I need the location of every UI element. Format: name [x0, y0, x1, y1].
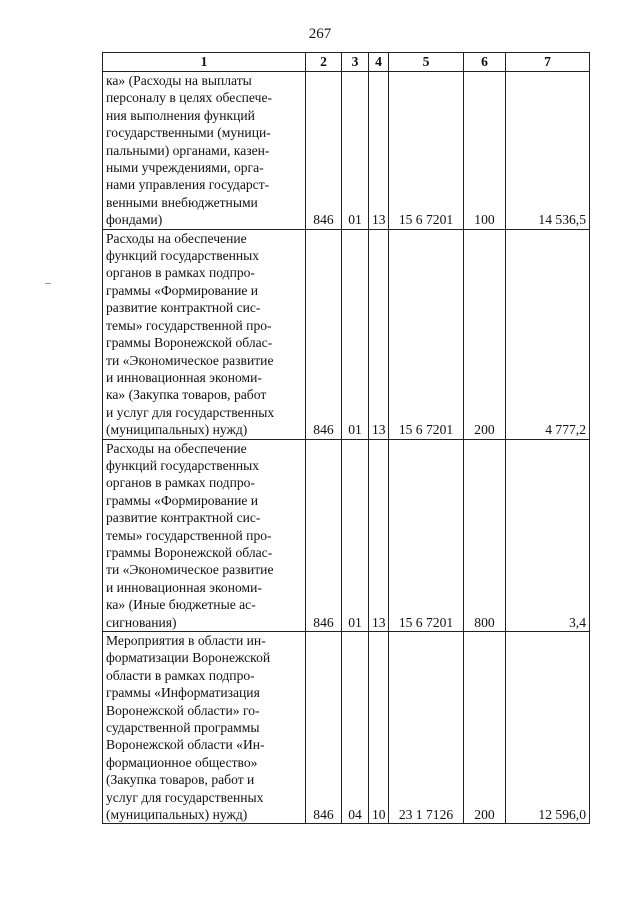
row-description: [103, 72, 306, 230]
table-body: [103, 72, 590, 824]
header-col-6: 6: [464, 53, 506, 72]
description-line: ка» (Закупка товаров, работ: [106, 387, 267, 403]
target-article-code: 15 6 7201: [389, 72, 464, 230]
description-line: функций государственных: [106, 457, 260, 473]
description-line: нами управления государст-: [106, 177, 270, 193]
description-line: (Закупка товаров, работ и: [106, 772, 255, 788]
description-line: Расходы на обеспечение: [106, 230, 247, 246]
department-code: 846: [306, 229, 342, 439]
section-code: 01: [342, 439, 369, 631]
budget-table: [102, 52, 590, 824]
table-row: [103, 229, 590, 439]
row-description: [103, 229, 306, 439]
description-line: граммы «Формирование и: [106, 492, 259, 508]
description-line: развитие контрактной сис-: [106, 510, 261, 526]
description-line: формационное общество»: [106, 754, 258, 770]
section-code: 01: [342, 72, 369, 230]
page-number: 267: [308, 26, 332, 42]
description-line: сударственной программы: [106, 720, 260, 736]
description-line: органов в рамках подпро-: [106, 265, 255, 281]
subsection-code: 13: [369, 229, 389, 439]
description-line: граммы «Информатизация: [106, 685, 260, 701]
header-row: [103, 53, 590, 72]
description-line: Мероприятия в области ин-: [106, 633, 266, 648]
table-row: [103, 632, 590, 824]
amount-value: 4 777,2: [506, 229, 590, 439]
description-line: форматизации Воронежской: [106, 650, 271, 666]
expense-type-code: 800: [464, 439, 506, 631]
description-line: (муниципальных) нужд): [106, 807, 248, 823]
header-col-1: 1: [103, 53, 306, 72]
margin-mark: [45, 283, 51, 284]
department-code: 846: [306, 72, 342, 230]
subsection-code: 10: [369, 632, 389, 824]
header-col-5: 5: [389, 53, 464, 72]
amount-value: 3,4: [506, 439, 590, 631]
description-line: и услуг для государственных: [106, 404, 275, 420]
description-line: ния выполнения функций: [106, 107, 255, 123]
subsection-code: 13: [369, 439, 389, 631]
description-line: граммы «Формирование и: [106, 282, 259, 298]
description-line: услуг для государственных: [106, 789, 264, 805]
description-line: темы» государственной про-: [106, 527, 272, 543]
description-line: ти «Экономическое развитие: [106, 352, 274, 368]
description-line: ти «Экономическое развитие: [106, 562, 274, 578]
expense-type-code: 200: [464, 229, 506, 439]
target-article-code: 23 1 7126: [389, 632, 464, 824]
row-description: [103, 439, 306, 631]
description-line: венными внебюджетными: [106, 194, 258, 210]
description-line: граммы Воронежской облас-: [106, 335, 273, 351]
section-code: 01: [342, 229, 369, 439]
description-line: сигнования): [106, 614, 177, 630]
description-line: Воронежской области «Ин-: [106, 737, 265, 753]
expense-type-code: 200: [464, 632, 506, 824]
description-line: области в рамках подпро-: [106, 667, 255, 683]
description-line: Расходы на обеспечение: [106, 440, 247, 456]
row-description: [103, 632, 306, 824]
description-line: фондами): [106, 212, 163, 228]
description-line: (муниципальных) нужд): [106, 422, 248, 438]
header-col-4: 4: [369, 53, 389, 72]
header-col-3: 3: [342, 53, 369, 72]
description-line: функций государственных: [106, 248, 260, 264]
table-row: [103, 439, 590, 631]
expense-type-code: 100: [464, 72, 506, 230]
target-article-code: 15 6 7201: [389, 439, 464, 631]
description-line: и инновационная экономи-: [106, 579, 262, 595]
description-line: пальными) органами, казен-: [106, 142, 270, 158]
description-line: персоналу в целях обеспече-: [106, 90, 273, 106]
department-code: 846: [306, 632, 342, 824]
description-line: граммы Воронежской облас-: [106, 544, 273, 560]
department-code: 846: [306, 439, 342, 631]
amount-value: 14 536,5: [506, 72, 590, 230]
header-col-2: 2: [306, 53, 342, 72]
section-code: 04: [342, 632, 369, 824]
subsection-code: 13: [369, 72, 389, 230]
description-line: темы» государственной про-: [106, 317, 272, 333]
description-line: ка» (Иные бюджетные ас-: [106, 597, 256, 613]
description-line: ка» (Расходы на выплаты: [106, 73, 252, 88]
description-line: органов в рамках подпро-: [106, 475, 255, 491]
description-line: развитие контрактной сис-: [106, 300, 261, 316]
target-article-code: 15 6 7201: [389, 229, 464, 439]
description-line: Воронежской области» го-: [106, 702, 260, 718]
description-line: государственными (муници-: [106, 125, 271, 141]
description-line: и инновационная экономи-: [106, 369, 262, 385]
header-col-7: 7: [506, 53, 590, 72]
amount-value: 12 596,0: [506, 632, 590, 824]
table-row: [103, 72, 590, 230]
description-line: ными учреждениями, орга-: [106, 160, 264, 176]
